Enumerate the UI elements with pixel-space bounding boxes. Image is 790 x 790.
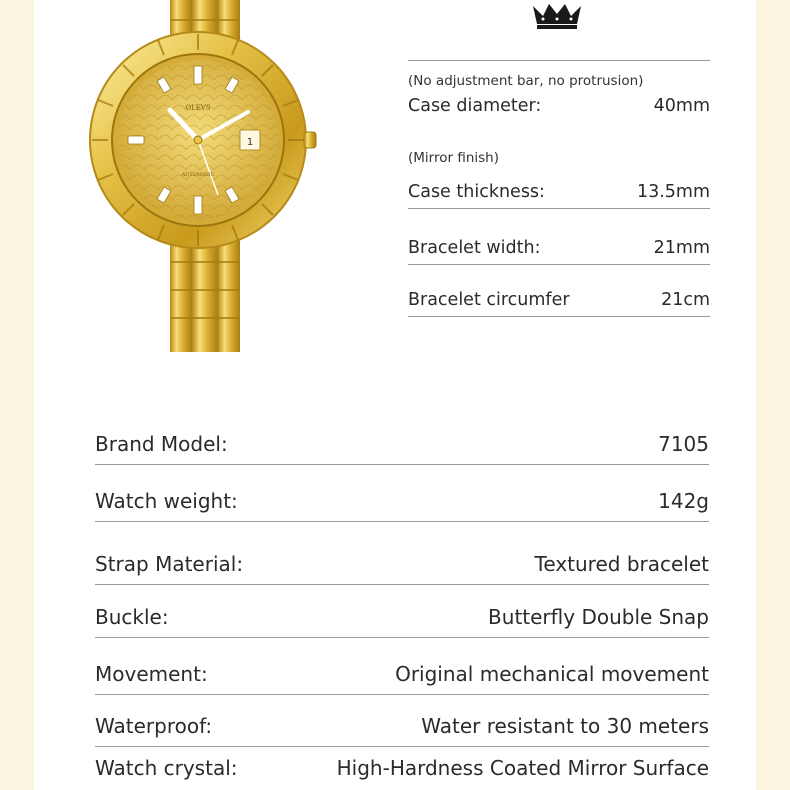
- spec-row-bracelet-circumference: [408, 286, 710, 317]
- spec-value: 21cm: [661, 290, 710, 310]
- spec-value: Water resistant to 30 meters: [421, 714, 709, 738]
- dial-brand-text: OLEVS: [185, 104, 211, 112]
- spec-label: Bracelet circumfer: [408, 290, 570, 310]
- spec-label: Buckle:: [95, 605, 169, 629]
- dial-automatic-text: AUTOMATIC: [181, 172, 215, 178]
- spec-block-top-rule: [408, 60, 710, 61]
- svg-text:1: 1: [246, 137, 254, 148]
- crown-icon: [531, 0, 583, 30]
- spec-label: Waterproof:: [95, 714, 213, 738]
- spec-row-case-diameter: [408, 92, 710, 122]
- spec-row-strap-material: [95, 544, 709, 585]
- spec-row-bracelet-width: [408, 234, 710, 265]
- left-side-strip: [0, 0, 34, 790]
- spec-label: Bracelet width:: [408, 238, 541, 258]
- spec-row-watch-crystal: [95, 748, 709, 788]
- spec-value: 40mm: [653, 96, 710, 116]
- spec-row-watch-weight: [95, 481, 709, 522]
- spec-label: Strap Material:: [95, 552, 244, 576]
- spec-value: Original mechanical movement: [395, 662, 709, 686]
- spec-value: 21mm: [653, 238, 710, 258]
- spec-row-waterproof: [95, 706, 709, 747]
- spec-value: Butterfly Double Snap: [488, 605, 709, 629]
- spec-label: Movement:: [95, 662, 208, 686]
- spec-label: Case diameter:: [408, 96, 542, 116]
- spec-label: Case thickness:: [408, 182, 545, 202]
- spec-value: 142g: [658, 489, 709, 513]
- gold-watch-illustration: [88, 0, 318, 352]
- spec-label: Watch weight:: [95, 489, 238, 513]
- case-thickness-note: (Mirror finish): [408, 150, 499, 166]
- spec-row-buckle: [95, 597, 709, 638]
- case-diameter-note: (No adjustment bar, no protrusion): [408, 73, 644, 89]
- spec-value: High-Hardness Coated Mirror Surface: [336, 756, 709, 780]
- spec-row-case-thickness: [408, 178, 710, 209]
- spec-value: 13.5mm: [636, 182, 710, 202]
- spec-row-movement: [95, 654, 709, 695]
- spec-label: Brand Model:: [95, 432, 228, 456]
- spec-value: Textured bracelet: [534, 552, 709, 576]
- right-side-strip: [756, 0, 790, 790]
- spec-value: 7105: [658, 432, 709, 456]
- spec-row-brand-model: [95, 424, 709, 465]
- spec-label: Watch crystal:: [95, 756, 238, 780]
